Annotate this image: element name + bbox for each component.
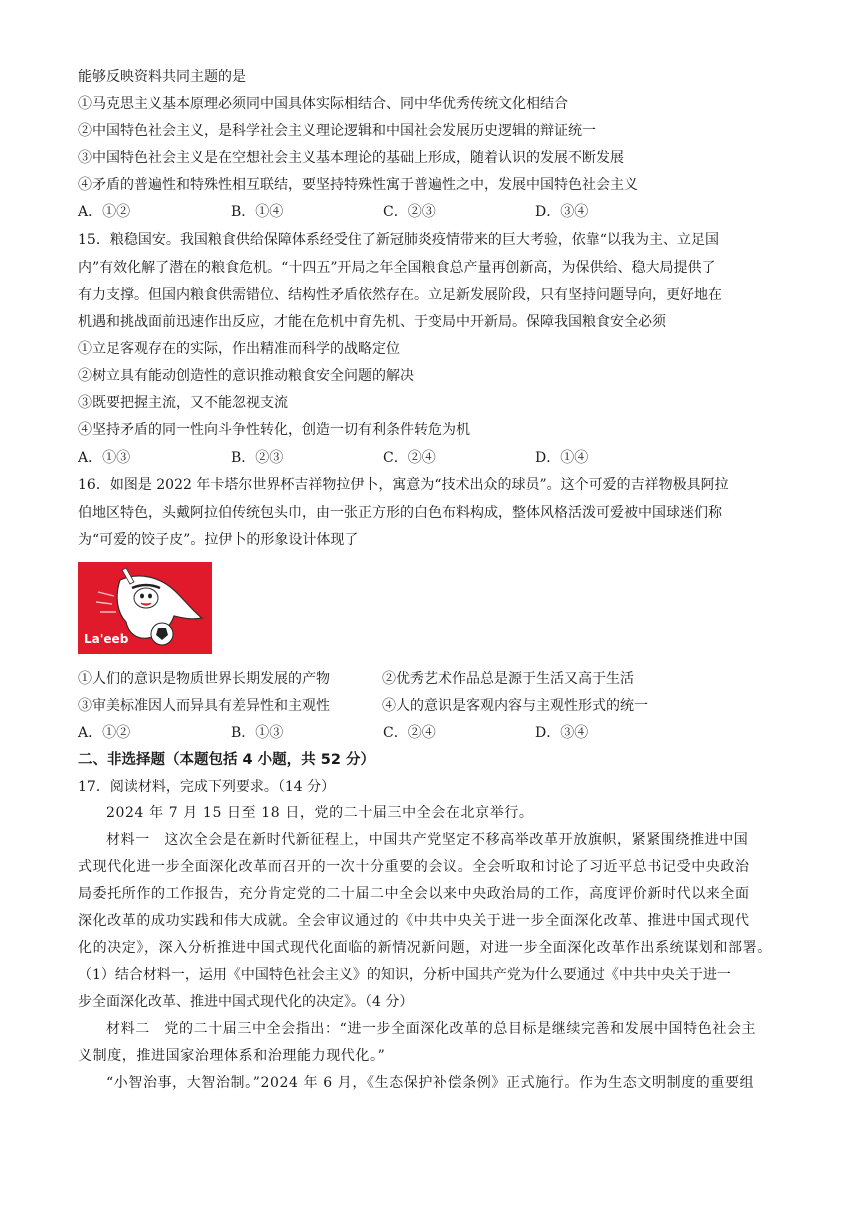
q15-item-1: ①立足客观存在的实际，作出精准而科学的战略定位 (78, 341, 400, 357)
q17-intro: 17．阅读材料，完成下列要求。（14 分） (78, 779, 336, 795)
q16-items-row-2 (78, 696, 648, 716)
q17-line-4: 局委托所作的工作报告，充分肯定党的二十届二中全会以来中央政治局的工作，高度评价新时代以来全面 (78, 886, 750, 902)
q16-line-2: 伯地区特色，头戴阿拉伯传统包头巾，由一张正方形的白色布料构成，整体风格活泼可爱被中国球迷们称 (78, 505, 722, 521)
q16-item-4: ④人的意识是客观内容与主观性形式的统一 (382, 698, 648, 714)
q14-stem-tail: 能够反映资料共同主题的是 (78, 69, 246, 85)
q15-line-1: 15．粮稳国安。我国粮食供给保障体系经受住了新冠肺炎疫情带来的巨大考验，依靠“以我为主、立足国 (78, 232, 719, 248)
q17-line-6: 化的决定》，深入分析推进中国式现代化面临的新情况新问题，对进一步全面深化改革作出系统谋划和部署。 (78, 940, 772, 956)
q17-line-10: 义制度，推进国家治理体系和治理能力现代化。” (78, 1048, 386, 1064)
q14-item-4: ④矛盾的普遍性和特殊性相互联结，要坚持特殊性寓于普遍性之中，发展中国特色社会主义 (78, 177, 638, 193)
q15-item-3: ③既要把握主流，又不能忽视支流 (78, 395, 288, 411)
q17-question-1-line-1: （1）结合材料一，运用《中国特色社会主义》的知识，分析中国共产党为什么要通过《中共中央关于进一 (78, 967, 731, 983)
q16-line-1: 16．如图是 2022 年卡塔尔世界杯吉祥物拉伊卜，寓意为“技术出众的球员”。这个可爱的吉祥物极具阿拉 (78, 477, 729, 493)
option-d: D．③④ (535, 204, 589, 220)
q14-item-2: ②中国特色社会主义，是科学社会主义理论逻辑和中国社会发展历史逻辑的辩证统一 (78, 123, 596, 139)
q17-question-1-line-2: 步全面深化改革、推进中国式现代化的决定》。（4 分） (78, 994, 414, 1010)
q17-line-2: 材料一 这次全会是在新时代新征程上，中国共产党坚定不移高举改革开放旗帜，紧紧围绕推进中国 (106, 832, 749, 848)
q15-item-2: ②树立具有能动创造性的意识推动粮食安全问题的解决 (78, 368, 414, 384)
q17-line-5: 深化改革的成功实践和伟大成就。全会审议通过的《中共中央关于进一步全面深化改革、推进中国式现代 (78, 913, 750, 929)
q17-line-9: 材料二 党的二十届三中全会指出：“进一步全面深化改革的总目标是继续完善和发展中国特色社会主 (106, 1021, 757, 1037)
option-c: C．②④ (383, 725, 436, 741)
option-a: A．①② (78, 725, 131, 741)
q15-line-4: 机遇和挑战面前迅速作出反应，才能在危机中育先机、于变局中开新局。保障我国粮食安全必须 (78, 314, 666, 330)
option-b: B．①④ (231, 204, 284, 220)
option-b: B．②③ (231, 450, 284, 466)
q16-items-row-1 (78, 669, 634, 689)
q15-item-4: ④坚持矛盾的同一性向斗争性转化，创造一切有利条件转危为机 (78, 422, 470, 438)
q17-line-11: “小智治事，大智治制。”2024 年 6 月，《生态保护补偿条例》正式施行。作为生态文明制度的重要组 (106, 1075, 755, 1091)
option-d: D．③④ (535, 725, 589, 741)
q16-item-2: ②优秀艺术作品总是源于生活又高于生活 (382, 671, 634, 687)
q14-item-1: ①马克思主义基本原理必须同中国具体实际相结合、同中华优秀传统文化相结合 (78, 96, 568, 112)
q16-line-3: 为“可爱的饺子皮”。拉伊卜的形象设计体现了 (78, 532, 359, 548)
option-c: C．②④ (383, 450, 436, 466)
q16-item-1: ①人们的意识是物质世界长期发展的产物 (78, 671, 330, 687)
q16-item-3: ③审美标准因人而异具有差异性和主观性 (78, 698, 330, 714)
section-heading: 二、非选择题（本题包括 4 小题，共 52 分） (78, 752, 375, 768)
q17-line-3: 式现代化进一步全面深化改革而召开的一次十分重要的会议。全会听取和讨论了习近平总书记受中央政治 (78, 859, 750, 875)
mascot-caption: La'eeb (84, 632, 129, 646)
option-a: A．①③ (78, 450, 131, 466)
option-c: C．②③ (383, 204, 436, 220)
q15-line-3: 有力支撑。但国内粮食供需错位、结构性矛盾依然存在。立足新发展阶段，只有坚持问题导向，更好地在 (78, 287, 722, 303)
option-b: B．①③ (231, 725, 284, 741)
q14-item-3: ③中国特色社会主义是在空想社会主义基本理论的基础上形成，随着认识的发展不断发展 (78, 150, 624, 166)
option-a: A．①② (78, 204, 131, 220)
option-d: D．①④ (535, 450, 589, 466)
mascot-image (78, 562, 212, 654)
q15-line-2: 内”有效化解了潜在的粮食危机。“十四五”开局之年全国粮食总产量再创新高，为保供给、稳大局提供了 (78, 260, 716, 276)
q17-line-1: 2024 年 7 月 15 日至 18 日，党的二十届三中全会在北京举行。 (106, 805, 534, 821)
